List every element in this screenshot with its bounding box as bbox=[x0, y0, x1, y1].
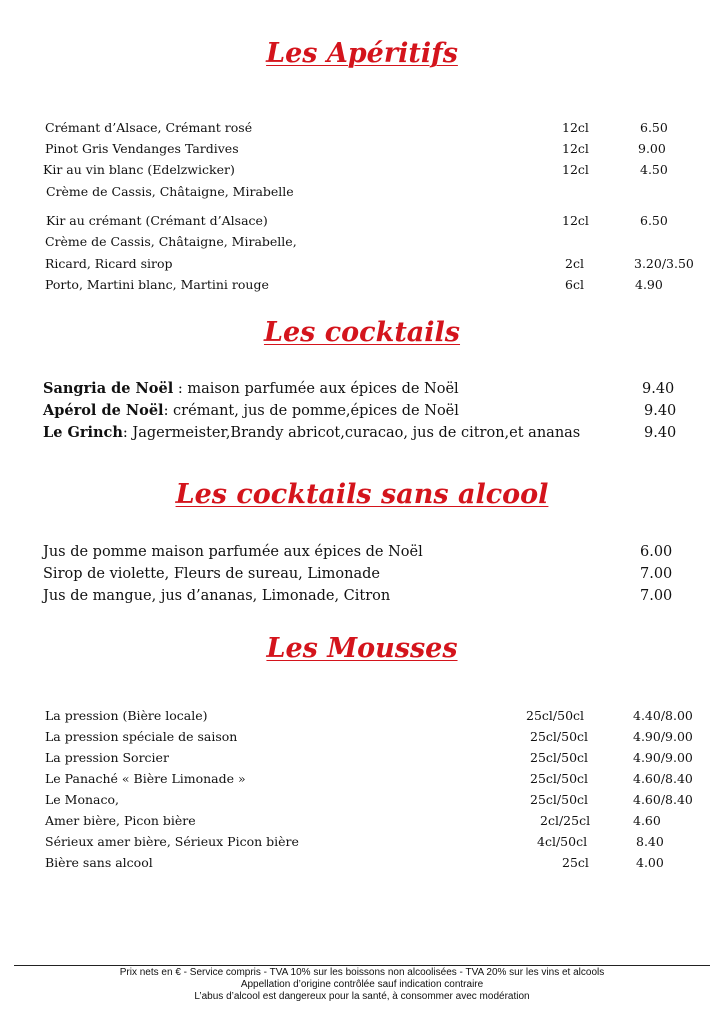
item-name: Crème de Cassis, Châtaigne, Mirabelle, bbox=[45, 234, 297, 249]
item-price: 4.60 bbox=[633, 813, 661, 828]
sans-alcool-row bbox=[0, 564, 724, 584]
item-volume: 4cl/50cl bbox=[537, 834, 588, 849]
cocktail-name: Le Grinch bbox=[43, 424, 123, 441]
cocktail-name: Apérol de Noël bbox=[43, 402, 164, 419]
item-volume: 12cl bbox=[562, 120, 589, 135]
item-volume: 2cl bbox=[565, 256, 584, 271]
item-name: Le Panaché « Bière Limonade » bbox=[45, 771, 246, 786]
item-name: Le Monaco, bbox=[45, 792, 119, 807]
footer-prices-note: Prix nets en € - Service compris - TVA 10% sur les boissons non alcoolisées - TVA 20% sur les vins et alcools bbox=[119, 967, 605, 978]
item-name: Porto, Martini blanc, Martini rouge bbox=[45, 277, 269, 292]
item-price: 4.50 bbox=[640, 162, 668, 177]
mousse-row bbox=[0, 727, 724, 747]
mousse-row bbox=[0, 853, 724, 873]
cocktail-row bbox=[0, 379, 724, 399]
item-volume: 25cl/50cl bbox=[530, 771, 589, 786]
footer-alcohol-warning: L’abus d’alcool est dangereux pour la santé, à consommer avec modération bbox=[194, 991, 530, 1002]
item-name: Crème de Cassis, Châtaigne, Mirabelle bbox=[46, 184, 294, 199]
item-volume: 25cl/50cl bbox=[530, 729, 589, 744]
item-volume: 25cl bbox=[562, 855, 589, 870]
cocktails-heading: Les cocktails bbox=[263, 317, 461, 348]
item-volume: 12cl bbox=[562, 162, 589, 177]
sans-alcool-row bbox=[0, 586, 724, 606]
item-volume: 25cl/50cl bbox=[526, 708, 585, 723]
item-name: La pression spéciale de saison bbox=[45, 729, 238, 744]
cocktail-price: 9.40 bbox=[642, 381, 675, 397]
footer-aoc-note: Appellation d’origine contrôlée sauf indication contraire bbox=[240, 979, 484, 990]
cocktail-text bbox=[43, 423, 580, 443]
item-volume: 6cl bbox=[565, 277, 584, 292]
aperitif-row bbox=[0, 160, 724, 180]
item-name: Bière sans alcool bbox=[45, 855, 153, 870]
sans-alcool-row bbox=[0, 542, 724, 562]
aperitif-row bbox=[0, 211, 724, 231]
cocktail-row bbox=[0, 401, 724, 421]
cocktail-price: 9.40 bbox=[644, 425, 677, 441]
mousse-row bbox=[0, 811, 724, 831]
item-price: 4.60/8.40 bbox=[633, 792, 693, 807]
item-price: 3.20/3.50 bbox=[634, 256, 694, 271]
item-name: La pression (Bière locale) bbox=[45, 708, 208, 723]
mousses-heading: Les Mousses bbox=[266, 633, 458, 664]
cocktail-text bbox=[43, 379, 459, 399]
item-name: Sérieux amer bière, Sérieux Picon bière bbox=[45, 834, 299, 849]
item-name: Pinot Gris Vendanges Tardives bbox=[45, 141, 239, 156]
mousse-row bbox=[0, 790, 724, 810]
item-price: 8.40 bbox=[636, 834, 664, 849]
item-price: 4.90/9.00 bbox=[633, 750, 693, 765]
item-name: Sirop de violette, Fleurs de sureau, Limonade bbox=[43, 566, 380, 582]
item-price: 6.00 bbox=[640, 544, 673, 560]
aperitif-row bbox=[0, 275, 724, 295]
mousse-row bbox=[0, 769, 724, 789]
item-volume: 12cl bbox=[562, 141, 589, 156]
cocktail-price: 9.40 bbox=[644, 403, 677, 419]
item-price: 4.90 bbox=[635, 277, 663, 292]
footer-divider bbox=[14, 965, 710, 966]
item-volume: 2cl/25cl bbox=[540, 813, 591, 828]
cocktail-name: Sangria de Noël bbox=[43, 380, 174, 397]
cocktail-row bbox=[0, 423, 724, 443]
item-price: 4.60/8.40 bbox=[633, 771, 693, 786]
sans-alcool-heading: Les cocktails sans alcool bbox=[175, 479, 549, 510]
item-price: 6.50 bbox=[640, 120, 668, 135]
item-name: Crémant d’Alsace, Crémant rosé bbox=[45, 120, 253, 135]
aperitif-row bbox=[0, 139, 724, 159]
mousse-row bbox=[0, 706, 724, 726]
aperitif-row bbox=[0, 182, 724, 202]
item-price: 4.00 bbox=[636, 855, 664, 870]
item-name: Amer bière, Picon bière bbox=[45, 813, 196, 828]
item-price: 6.50 bbox=[640, 213, 668, 228]
item-volume: 12cl bbox=[562, 213, 589, 228]
mousse-row bbox=[0, 748, 724, 768]
item-price: 7.00 bbox=[640, 566, 673, 582]
item-name: Jus de pomme maison parfumée aux épices de Noël bbox=[43, 544, 423, 560]
mousse-row bbox=[0, 832, 724, 852]
aperitif-row bbox=[0, 118, 724, 138]
cocktail-desc: : crémant, jus de pomme,épices de Noël bbox=[163, 403, 459, 419]
cocktail-desc: : Jagermeister,Brandy abricot,curacao, jus de citron,et ananas bbox=[122, 425, 581, 441]
aperitif-row bbox=[0, 232, 724, 252]
item-name: Kir au vin blanc (Edelzwicker) bbox=[43, 162, 235, 177]
item-volume: 25cl/50cl bbox=[530, 792, 589, 807]
item-name: Ricard, Ricard sirop bbox=[45, 256, 173, 271]
cocktail-desc: : maison parfumée aux épices de Noël bbox=[173, 381, 459, 397]
item-price: 7.00 bbox=[640, 588, 673, 604]
aperitifs-heading: Les Apéritifs bbox=[266, 38, 458, 69]
item-volume: 25cl/50cl bbox=[530, 750, 589, 765]
aperitif-row bbox=[0, 254, 724, 274]
item-name: Jus de mangue, jus d’ananas, Limonade, Citron bbox=[43, 588, 391, 604]
item-name: La pression Sorcier bbox=[45, 750, 169, 765]
item-price: 9.00 bbox=[638, 141, 666, 156]
item-name: Kir au crémant (Crémant d’Alsace) bbox=[46, 213, 268, 228]
item-price: 4.90/9.00 bbox=[633, 729, 693, 744]
item-price: 4.40/8.00 bbox=[633, 708, 693, 723]
cocktail-text bbox=[43, 401, 459, 421]
